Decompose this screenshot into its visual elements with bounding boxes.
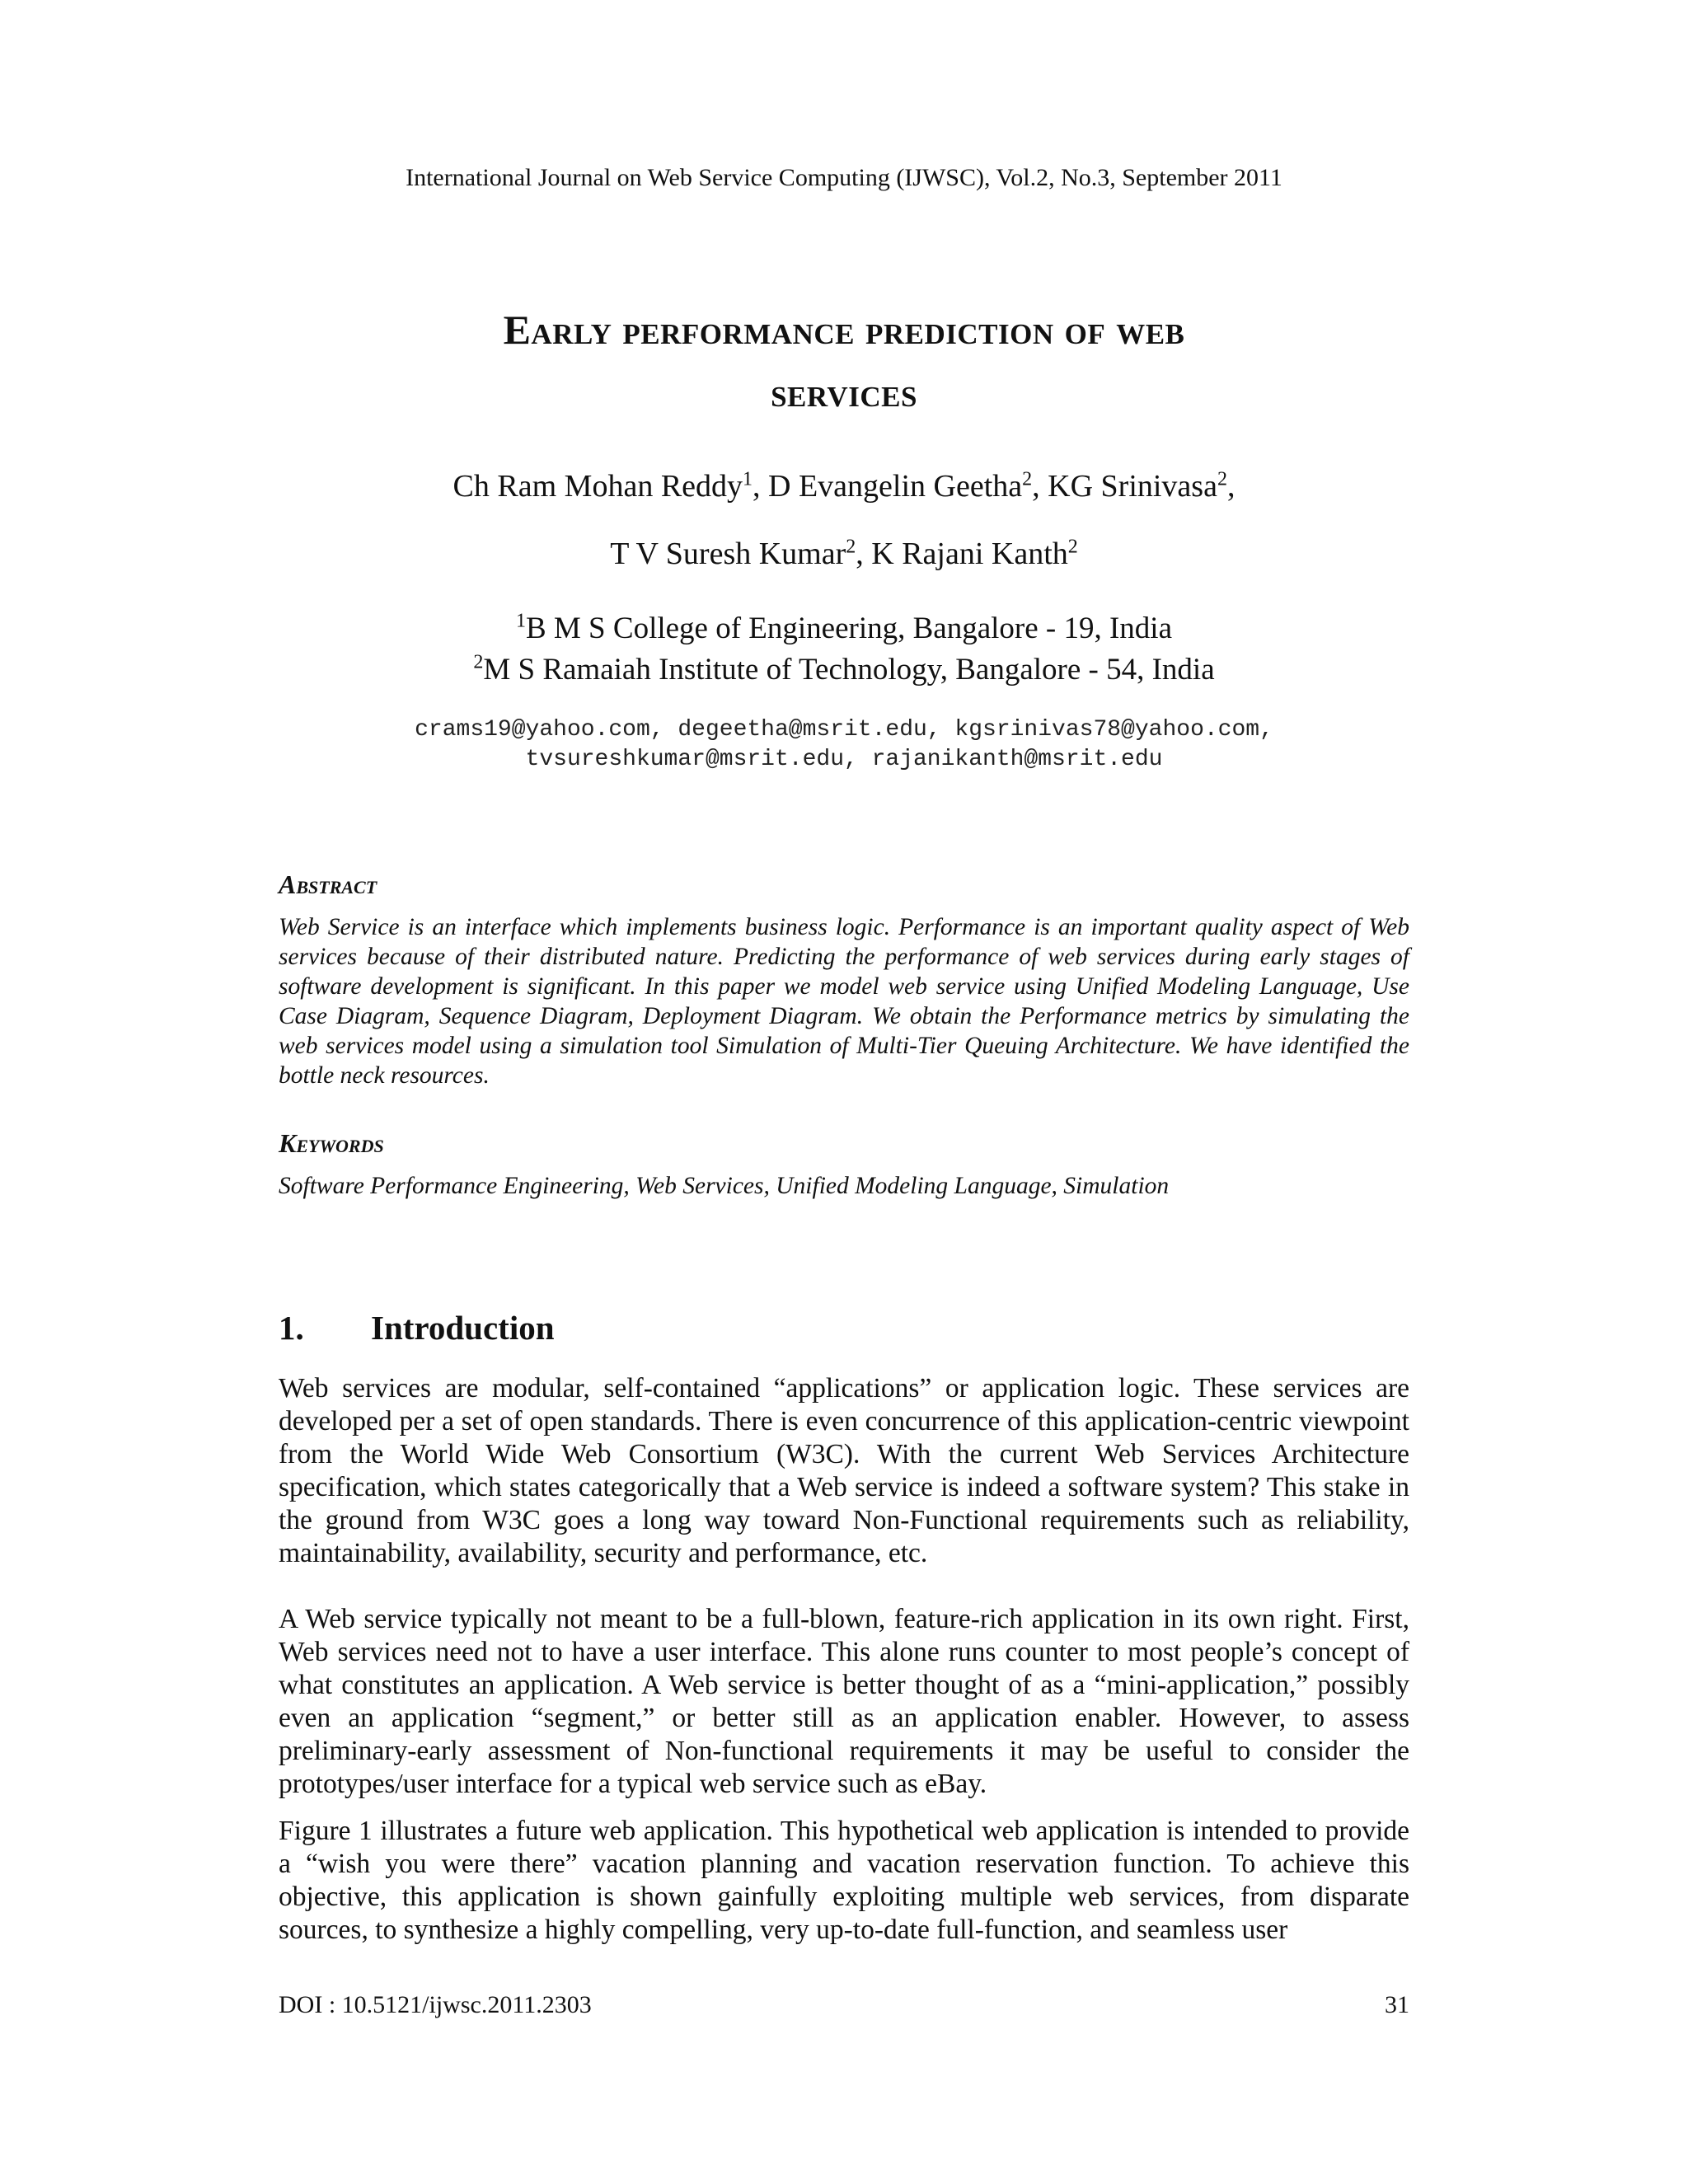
title-line-1: Early performance prediction of web [503,307,1185,353]
author-separator: , [1226,469,1236,504]
author-affiliation-mark: 2 [1067,536,1078,558]
keywords-text: Software Performance Engineering, Web Services, Unified Modeling Language, Simulation [279,1173,1170,1199]
introduction-heading [279,1307,555,1348]
author-line-1 [198,466,1490,506]
abstract-heading: Abstract [279,869,377,899]
affiliation-mark: 1 [515,610,526,632]
running-header: International Journal on Web Service Computing (IJWSC), Vol.2, No.3, September 2011 [406,164,1282,191]
author-emails [198,715,1490,775]
author-affiliation-mark: 2 [1217,468,1227,490]
footer-doi: DOI : 10.5121/ijwsc.2011.2303 [279,1991,592,2018]
author-name: T V Suresh Kumar [610,537,846,571]
affiliation-mark: 2 [473,651,484,673]
keywords-heading: Keywords [279,1128,384,1158]
paper-title [280,298,1408,424]
affiliations [198,608,1490,691]
intro-paragraph-2: A Web service typically not meant to be a full-blown, feature-rich application in its own right. First, Web services need not to have a user interface. This alone runs counter to most people’s concept of what constitutes an application. A Web service is better thought of as a “mini-application,” possibly even an application “segment,” or better still as an application enabler. However, to assess preliminary-early assessment of Non-functional requirements it may be useful to consider the prototypes/user interface for a typical web service such as eBay. [279,1604,1409,1799]
section-number: 1. [279,1309,304,1347]
abstract-text: Web Service is an interface which implements business logic. Performance is an important quality aspect of Web services because of their distributed nature. Predicting the performance of web services during early stages of software development is significant. In this paper we model web service using Unified Modeling Language, Use Case Diagram, Sequence Diagram, Deployment Diagram. We obtain the Performance metrics by simulating the web services model using a simulation tool Simulation of Multi-Tier Queuing Architecture. We have identified the bottle neck resources. [279,914,1409,1089]
title-line-2: services [771,369,917,415]
affiliation-text: M S Ramaiah Institute of Technology, Bangalore - 54, India [483,653,1215,687]
affiliation-text: B M S College of Engineering, Bangalore - 19, India [525,612,1173,645]
intro-paragraph-1: Web services are modular, self-contained “applications” or application logic. These services are developed per a set of open standards. There is even concurrence of this application-centric viewpoint from the World Wide Web Consortium (W3C). With the current Web Services Architecture specification, which states categorically that a Web service is indeed a software system? This stake in the ground from W3C goes a long way toward Non-Functional requirements such as reliability, maintainability, availability, security and performance, etc. [279,1373,1409,1568]
author-affiliation-mark: 2 [846,536,856,558]
page-number: 31 [1385,1991,1409,2018]
author-affiliation-mark: 1 [743,468,753,490]
affiliation-2 [198,649,1490,691]
email-line-2: tvsureshkumar@msrit.edu, rajanikanth@msrit.edu [525,747,1163,772]
author-name: , KG Srinivasa [1032,469,1217,504]
author-name: , K Rajani Kanth [856,537,1068,571]
intro-paragraph-3: Figure 1 illustrates a future web application. This hypothetical web application is intended to provide a “wish you were there” vacation planning and vacation reservation function. To achieve this objective, this application is shown gainfully exploiting multiple web services, from disparate sources, to synthesize a highly compelling, very up-to-date full-function, and seamless user [279,1816,1409,1945]
affiliation-1 [198,608,1490,649]
author-name: Ch Ram Mohan Reddy [452,469,743,504]
email-line-1: crams19@yahoo.com, degeetha@msrit.edu, kgsrinivas78@yahoo.com, [415,717,1273,743]
author-line-2 [198,534,1490,574]
author-affiliation-mark: 2 [1022,468,1033,490]
section-title: Introduction [371,1309,555,1347]
author-name: , D Evangelin Geetha [753,469,1023,504]
